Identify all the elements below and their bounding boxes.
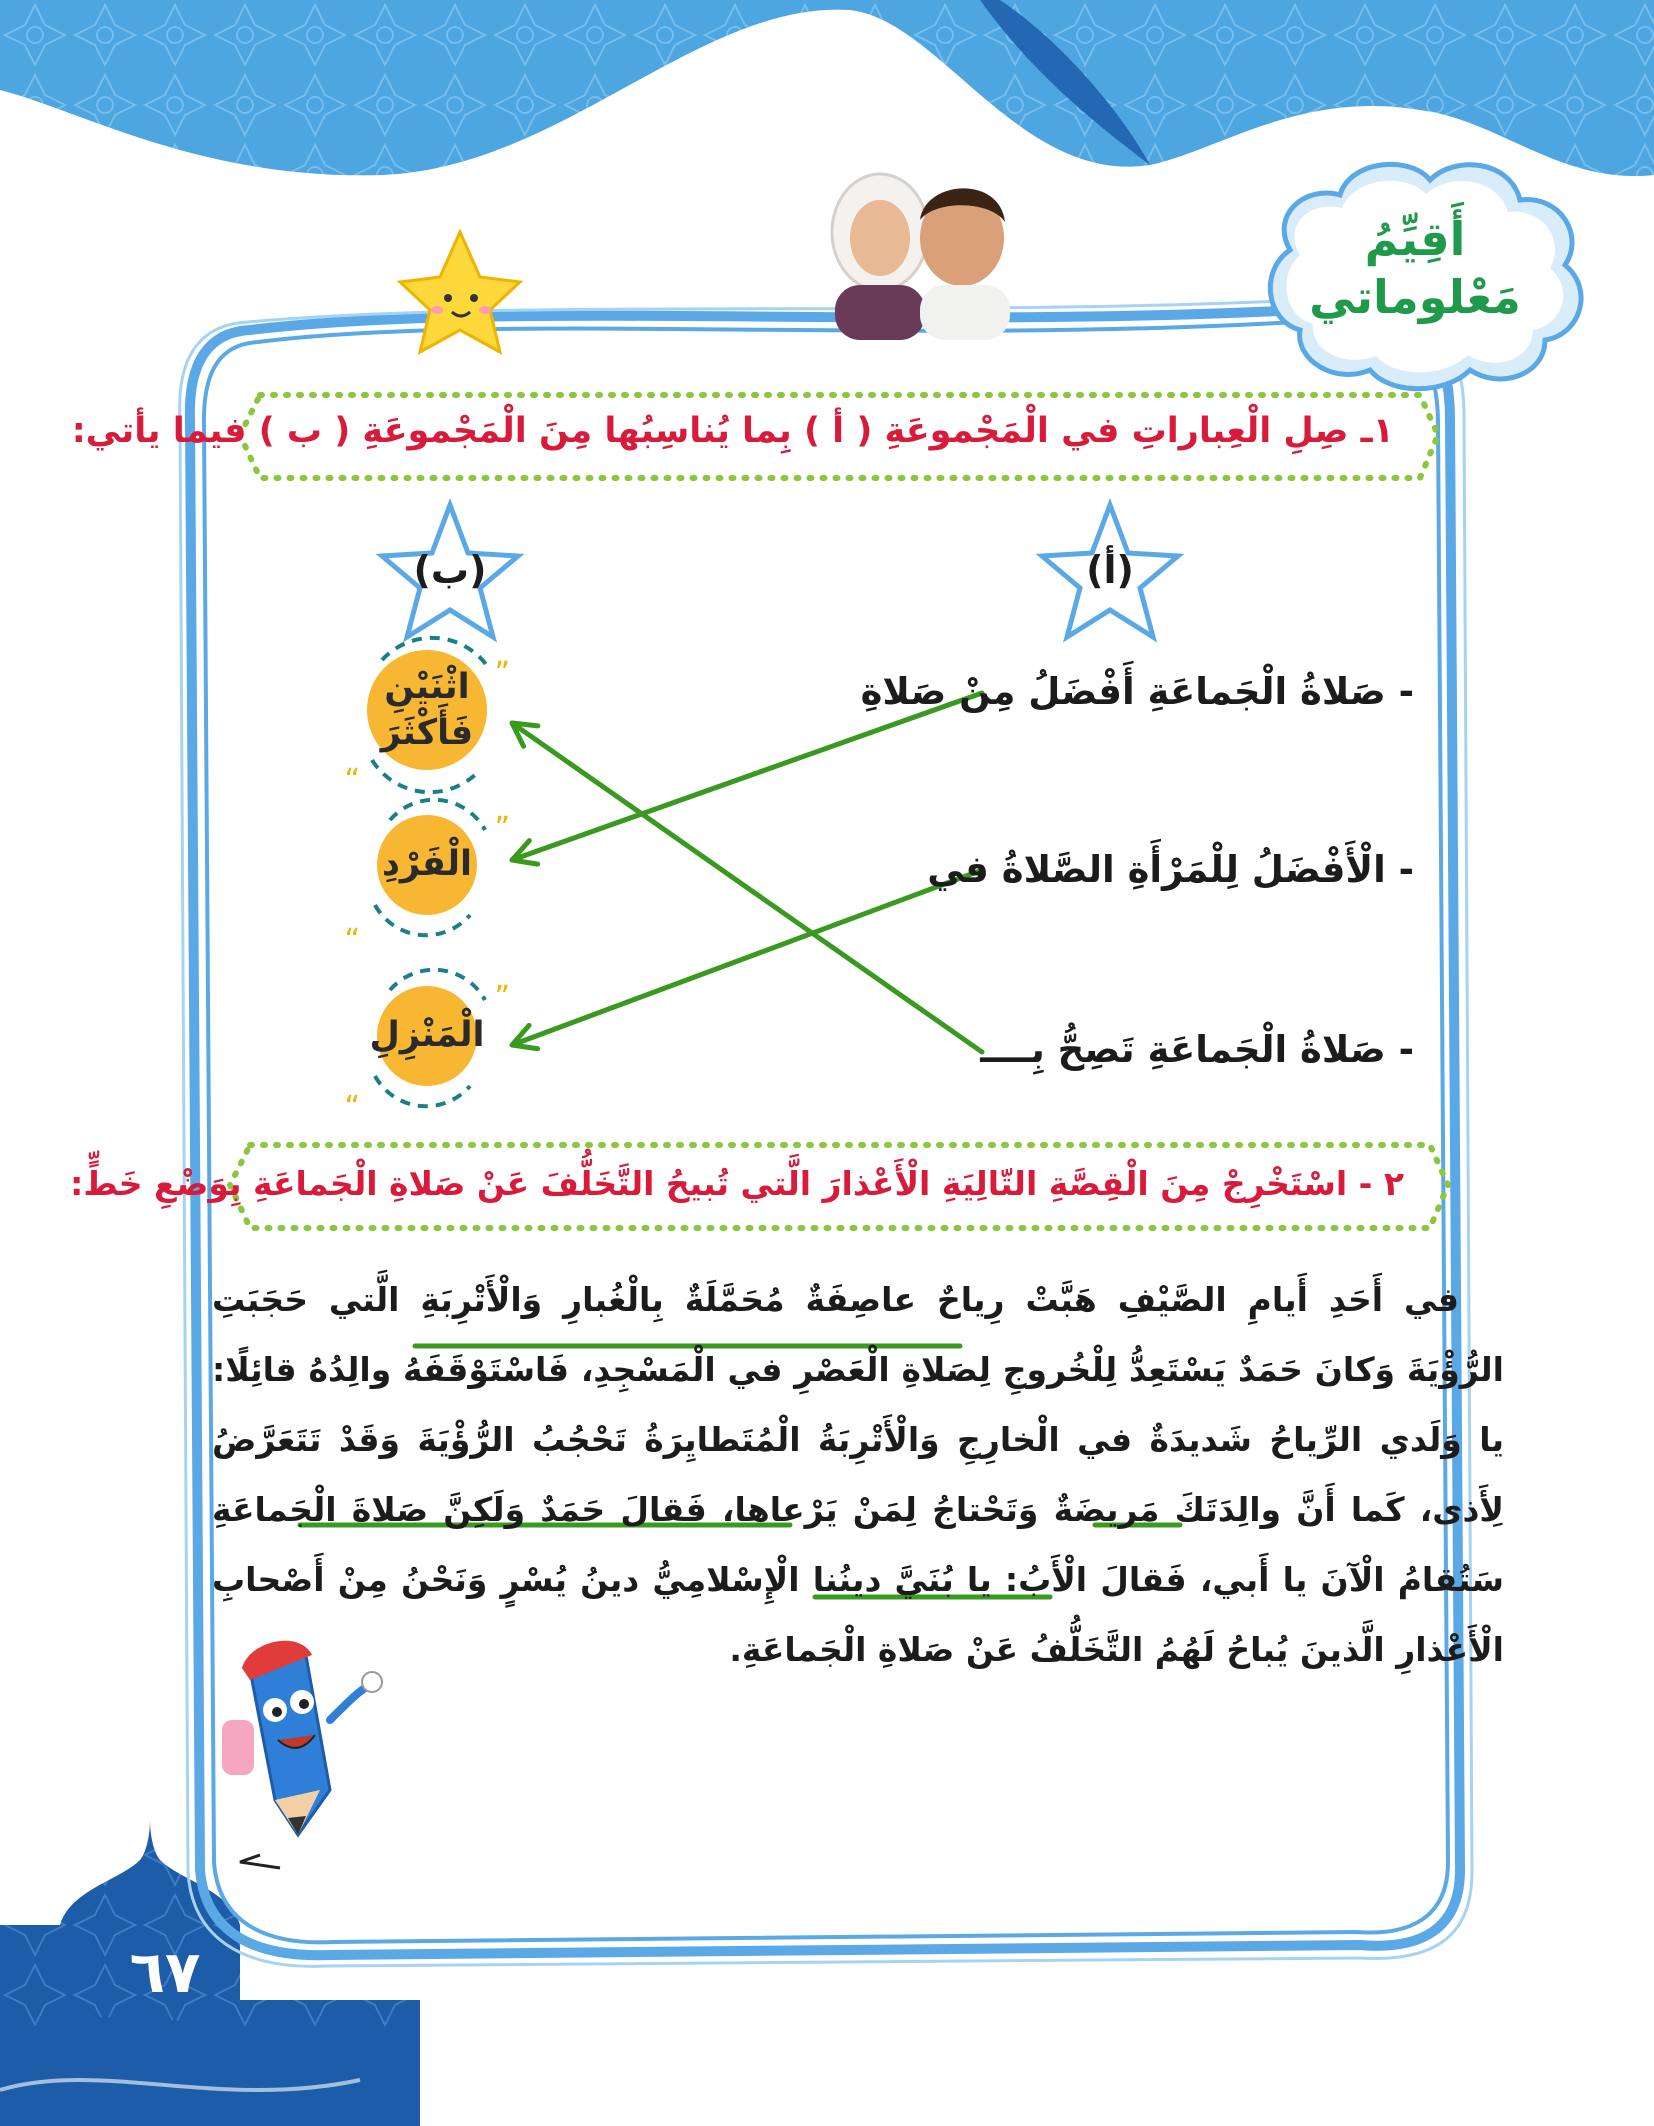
group-b-item-1: اثْنَيْنِ فَأَكْثَرَ — [380, 667, 474, 753]
exercise-1-instruction: ١ـ صِلِ الْعِباراتِ في الْمَجْموعَةِ ( أ ) بِما يُناسِبُها مِنَ الْمَجْموعَةِ ( ب ) فيما يأتي: — [71, 411, 1394, 451]
group-a-item-1[interactable]: - صَلاةُ الْجَماعَةِ أَفْضَلُ مِنْ صَلاةِ — [860, 670, 1414, 713]
svg-text:”: ” — [494, 980, 510, 1015]
svg-text:”: ” — [494, 811, 510, 846]
group-b-item-2: الْفَرْدِ — [381, 844, 473, 884]
badge-line-2: مَعْلوماتي — [1309, 270, 1521, 324]
group-b-item-3: الْمَنْزِلِ — [369, 1015, 485, 1055]
group-a-item-3[interactable]: - صَلاةُ الْجَماعَةِ تَصِحُّ بِــــ — [980, 1028, 1414, 1071]
svg-text:”: ” — [494, 656, 510, 691]
match-line-3 — [512, 723, 982, 1052]
match-line-2 — [512, 870, 982, 1045]
svg-text:“: “ — [344, 763, 360, 798]
page-number: ٦٧ — [129, 1938, 201, 2006]
match-line-1 — [512, 693, 982, 860]
group-a-label: (أ) — [1086, 548, 1134, 592]
badge-line-1: أَقِيِّمُ — [1364, 212, 1466, 266]
match-lines — [512, 693, 982, 1052]
svg-text:“: “ — [344, 1090, 360, 1125]
section-badge-title — [1265, 210, 1565, 326]
story-text — [212, 1265, 1504, 1685]
story-paragraph: في أَحَدِ أَيامِ الصَّيْفِ هَبَّتْ رِياحٌ عاصِفَةٌ مُحَمَّلَةٌ بِالْغُبارِ وَالْأَتْرِبَةِ الَّتي حَجَبَتِ الرُّؤْيَةَ وَكانَ حَمَدٌ يَسْتَعِدُّ لِلْخُروجِ لِصَلاةِ الْعَصْرِ في الْمَسْجِدِ، فَاسْتَوْقَفَهُ والِدُهُ قائِلًا: يا وَلَدي الرِّياحُ شَديدَةٌ في الْخارِجِ وَالْأَتْرِبَةُ الْمُتَطايِرَةُ تَحْجُبُ الرُّؤْيَةَ وَقَدْ تَتَعَرَّضُ لِأَذى، كَما أَنَّ والِدَتَكَ مَريضَةٌ وَتَحْتاجُ لِمَنْ يَرْعاها، فَقالَ حَمَدٌ وَلَكِنَّ صَلاةَ الْجَماعَةِ سَتُقامُ الْآنَ يا أَبي، فَقالَ الْأَبُ: يا بُنَيَّ دينُنا الْإِسْلامِيُّ دينُ يُسْرٍ وَنَحْنُ مِنْ أَصْحابِ الْأَعْذارِ الَّذينَ يُباحُ لَهُمُ التَّخَلُّفُ عَنْ صَلاةِ الْجَماعَةِ. — [212, 1280, 1504, 1669]
svg-text:“: “ — [344, 923, 360, 958]
exercise-2-instruction: ٢ - اسْتَخْرِجْ مِنَ الْقِصَّةِ التّالِيَةِ الْأَعْذارَ الَّتي تُبيحُ التَّخَلُّفَ عَنْ صَلاةِ الْجَماعَةِ بِوَضْعِ خَطٍّ: — [70, 1164, 1404, 1203]
group-b-label: (ب) — [413, 548, 487, 592]
group-a-item-2[interactable]: - الْأَفْضَلُ لِلْمَرْأَةِ الصَّلاةُ في — [927, 848, 1414, 891]
